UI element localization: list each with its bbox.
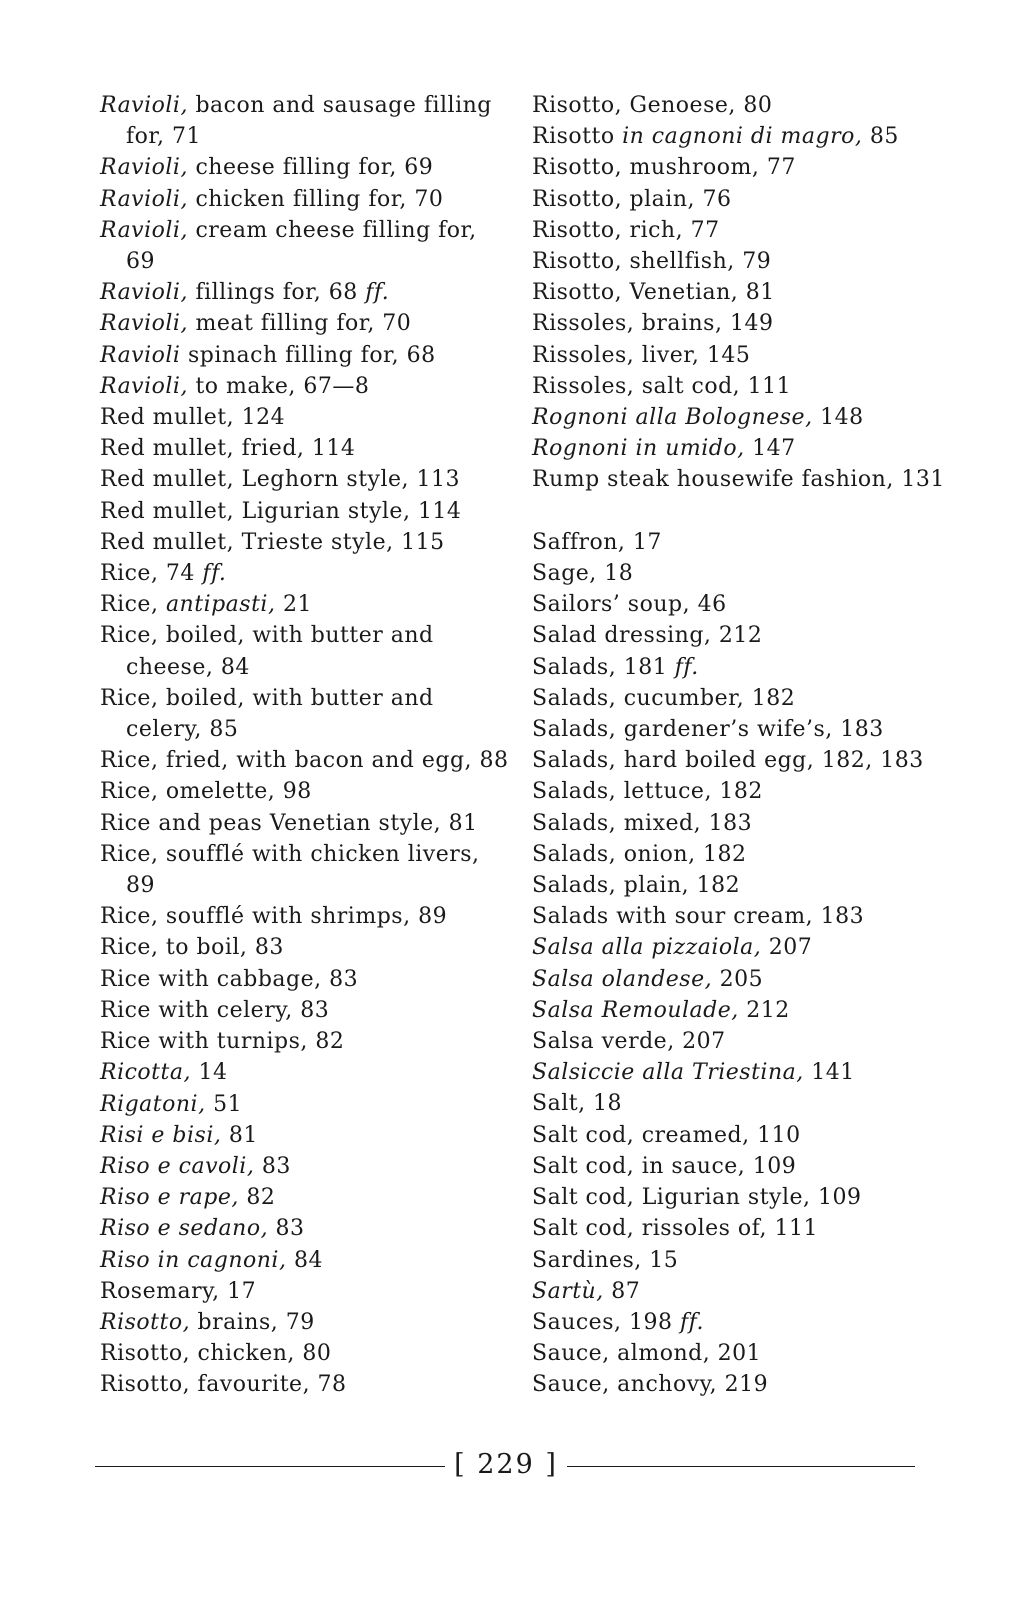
index-entry-text: Salads, 181 [532,654,675,680]
index-entry [100,901,510,932]
index-entry [532,90,952,121]
index-entry-text: to make, 67—8 [187,373,370,399]
index-entry-text: Risotto, mushroom, 77 [532,155,796,181]
index-entry-text: Sauces, 198 [532,1309,680,1335]
footer-rule-left [95,1466,445,1467]
index-entry [532,215,952,246]
index-entry [532,1369,952,1400]
index-entry-text: Sardines, 15 [532,1247,679,1273]
index-entry [532,277,952,308]
index-entry-text: Rosemary, 17 [100,1278,257,1304]
index-entry [532,1338,952,1369]
index-entry [532,1182,952,1213]
index-entry-text: Rissoles, liver, 145 [532,342,751,368]
index-entry [532,901,952,932]
index-entry-italic-text: ff. [679,1309,704,1335]
index-entry-text: Rice, [100,592,166,618]
index-entry-italic-text: Rigatoni, [100,1091,206,1117]
index-column-right [532,90,952,1401]
index-entry-text: Salads, cucumber, 182 [532,685,796,711]
index-entry-text: Sauce, anchovy, 219 [532,1372,769,1398]
index-entry-italic-text: Salsiccie alla Triestina, [532,1060,804,1086]
index-entry [532,995,952,1026]
index-entry [100,1089,510,1120]
index-entry-italic-text: Ravioli, [100,93,188,118]
index-entry-text: spinach filling for, 68 [180,342,436,368]
index-entry [532,496,952,527]
footer-rule-right [567,1466,915,1467]
index-entry-italic-text: Sartù, [532,1278,604,1304]
index-entry-italic-text: Risotto, [100,1309,191,1335]
index-entry [532,1151,952,1182]
index-entry-text: Sailors’ soup, 46 [532,592,727,618]
index-entry-italic-text: Salsa olandese, [532,966,713,992]
page-footer [95,1447,915,1487]
index-entry-italic-text: Ravioli [100,342,181,368]
index-entry-text: 84 [286,1247,323,1273]
index-entry-text: Rice, soufflé with shrimps, 89 [100,904,448,930]
index-entry-text: Rissoles, salt cod, 111 [532,373,792,399]
index-entry-text: Rice, 74 [100,561,203,587]
index-entry [100,1182,510,1213]
index-entry-italic-text: Ravioli, [100,155,188,181]
index-column-left [100,90,510,1401]
index-entry [100,589,510,620]
index-entry-text: 85 [862,124,899,150]
index-entry [100,1369,510,1400]
index-entry [532,308,952,339]
index-entry [532,1026,952,1057]
index-entry-text: Rice and peas Venetian style, 81 [100,810,478,836]
index-entry-text: Salt, 18 [532,1091,623,1117]
index-entry [532,652,952,683]
index-entry [100,1057,510,1088]
index-entry [100,1120,510,1151]
index-entry [100,277,510,308]
index-entry [100,371,510,402]
index-entry-text: Salad dressing, 212 [532,623,763,649]
index-entry [100,808,510,839]
index-entry-text: Salt cod, in sauce, 109 [532,1153,797,1179]
index-entry-text: Salads, onion, 182 [532,841,747,867]
index-entry [100,402,510,433]
index-entry-text: Rump steak housewife fashion, 131 [532,467,945,493]
index-entry-text: Rissoles, brains, 149 [532,311,774,337]
index-entry-text: 141 [803,1060,855,1086]
index-entry-text: brains, 79 [190,1309,315,1335]
index-entry-text: Salads, gardener’s wife’s, 183 [532,717,884,743]
index-entry [532,1088,952,1119]
index-entry [100,995,510,1026]
index-entry [100,90,510,152]
index-entry [532,1245,952,1276]
index-entry-italic-text: Ravioli, [100,217,188,243]
index-entry [100,496,510,527]
index-entry-text: Rice, fried, with bacon and egg, 88 [100,748,509,774]
index-entry [532,464,952,495]
index-entry [100,1151,510,1182]
index-entry [532,1057,952,1088]
index-entry-text: Salads with sour cream, 183 [532,904,865,930]
index-entry [100,558,510,589]
index-entry-text: Risotto, favourite, 78 [100,1372,347,1398]
index-entry [532,1276,952,1307]
index-entry [532,683,952,714]
index-entry-text: Rice, omelette, 98 [100,779,312,805]
index-entry [100,776,510,807]
index-entry-italic-text: Ravioli, [100,186,188,212]
index-entry [532,1213,952,1244]
index-entry-text: bacon and sausage filling for, 71 [126,93,492,150]
index-entry-text: Salsa verde, 207 [532,1029,726,1055]
index-entry [100,1213,510,1244]
index-entry-text: 81 [221,1122,258,1148]
index-entry-text: Red mullet, fried, 114 [100,436,356,462]
index-entry [100,745,510,776]
index-entry-text: Salads, mixed, 183 [532,810,753,836]
index-entry-italic-text: Salsa alla pizzaiola, [532,935,762,961]
index-entry [100,932,510,963]
index-entry [532,371,952,402]
index-entry [100,308,510,339]
index-entry [100,152,510,183]
index-entry [100,964,510,995]
index-entry-text: Risotto, rich, 77 [532,217,720,243]
index-entry [100,1338,510,1369]
index-entry [100,527,510,558]
index-entry-text: Saffron, 17 [532,529,662,555]
index-entry-text: Rice, soufflé with chicken livers, 89 [100,841,480,899]
index-entry-text: Rice with celery, 83 [100,997,330,1023]
index-entry-text: meat filling for, 70 [187,311,412,337]
index-entry-italic-text: Ravioli, [100,311,188,337]
index-entry [532,121,952,152]
index-entry [532,402,952,433]
index-entry-italic-text: Riso in cagnoni, [100,1247,287,1273]
index-entry [100,839,510,901]
index-entry [100,464,510,495]
index-entry-text: 82 [238,1185,276,1211]
index-entry [100,340,510,371]
index-entry [532,184,952,215]
index-entry-text: Risotto [532,124,623,150]
index-entry-text: Salt cod, rissoles of, 111 [532,1216,818,1242]
index-entry-text: Risotto, chicken, 80 [100,1341,332,1367]
index-entry-text: 83 [268,1216,305,1242]
index-entry [532,620,952,651]
index-entry [532,527,952,558]
index-entry-text: Rice, boiled, with butter and cheese, 84 [100,623,434,680]
index-entry [100,1276,510,1307]
index-entry-text: 83 [254,1153,291,1179]
index-entry [100,620,510,682]
index-entry [532,776,952,807]
index-entry [100,184,510,215]
index-entry [100,433,510,464]
index-entry [100,215,510,277]
index-entry-text: Red mullet, Leghorn style, 113 [100,467,461,493]
index-entry-text: Red mullet, Trieste style, 115 [100,529,445,555]
index-entry-italic-text: in cagnoni di magro, [622,124,863,150]
index-entry-text: Salt cod, creamed, 110 [532,1122,801,1148]
index-entry-text: Salads, hard boiled egg, 182, 183 [532,748,924,774]
index-entry-italic-text: antipasti, [165,592,276,618]
index-entry-italic-text: Riso e cavoli, [100,1153,255,1179]
index-entry [532,1120,952,1151]
index-entry [532,932,952,963]
index-entry-italic-text: Ricotta, [100,1060,191,1086]
index-entry-italic-text: Ravioli, [100,373,188,399]
index-entry-text: 212 [738,997,790,1023]
index-entry [100,1026,510,1057]
index-entry-text: Rice with cabbage, 83 [100,966,359,992]
index-entry-text: 205 [712,966,764,992]
index-entry [100,1245,510,1276]
index-entry-italic-text: Rognoni in umido, [532,436,745,462]
index-entry-italic-text: Risi e bisi, [100,1122,222,1148]
index-entry-italic-text: Riso e rape, [100,1185,239,1211]
index-entry [100,1307,510,1338]
index-entry-text: fillings for, 68 [187,280,366,306]
index-entry-text: Risotto, shellfish, 79 [532,249,772,275]
index-entry-text: Salt cod, Ligurian style, 109 [532,1185,862,1211]
index-entry [532,1307,952,1338]
index-entry-italic-text: ff. [365,280,390,306]
page-number: [ 229 ] [454,1449,558,1480]
index-entry-text: Risotto, plain, 76 [532,186,732,212]
index-entry-italic-text: Riso e sedano, [100,1216,269,1242]
index-entry-italic-text: Salsa Remoulade, [532,997,739,1023]
index-entry-text: cream cheese filling for, 69 [126,217,477,275]
index-entry [532,745,952,776]
index-entry-italic-text: ff. [674,654,699,680]
index-entry [532,964,952,995]
index-entry-text: 14 [190,1060,228,1086]
index-entry-text: Red mullet, Ligurian style, 114 [100,498,462,524]
index-entry [532,589,952,620]
index-entry-text: chicken filling for, 70 [187,186,444,212]
index-entry-text: Rice with turnips, 82 [100,1029,345,1055]
index-entry [532,340,952,371]
index-entry-italic-text: Ravioli, [100,280,188,306]
index-entry-text: Risotto, Venetian, 81 [532,280,775,306]
index-entry-text: Sauce, almond, 201 [532,1341,762,1367]
index-entry [532,246,952,277]
index-entry-text: 207 [761,935,813,961]
index-entry [532,152,952,183]
index-entry-text: Salads, lettuce, 182 [532,779,763,805]
index-entry-text: Rice, boiled, with butter and celery, 85 [100,685,434,743]
index-entry-text: Salads, plain, 182 [532,873,741,899]
index-entry-italic-text: Rognoni alla Bolognese, [532,405,813,431]
index-entry-text: 87 [603,1278,641,1304]
index-entry [532,808,952,839]
index-entry [532,839,952,870]
index-entry-text: 21 [275,592,312,618]
index-entry [532,558,952,589]
index-entry-text: cheese filling for, 69 [187,155,434,181]
index-entry [100,683,510,745]
index-entry [532,433,952,464]
index-entry-text: Red mullet, 124 [100,405,286,431]
index-entry-text: 148 [812,405,864,431]
index-entry-text: 147 [744,436,796,462]
index-entry-text: Rice, to boil, 83 [100,935,284,961]
index-entry [532,714,952,745]
index-entry [532,870,952,901]
index-entry-text: 51 [205,1091,243,1117]
index-entry-text: Risotto, Genoese, 80 [532,93,773,118]
index-entry-text: Sage, 18 [532,561,634,587]
index-entry-italic-text: ff. [202,561,227,587]
